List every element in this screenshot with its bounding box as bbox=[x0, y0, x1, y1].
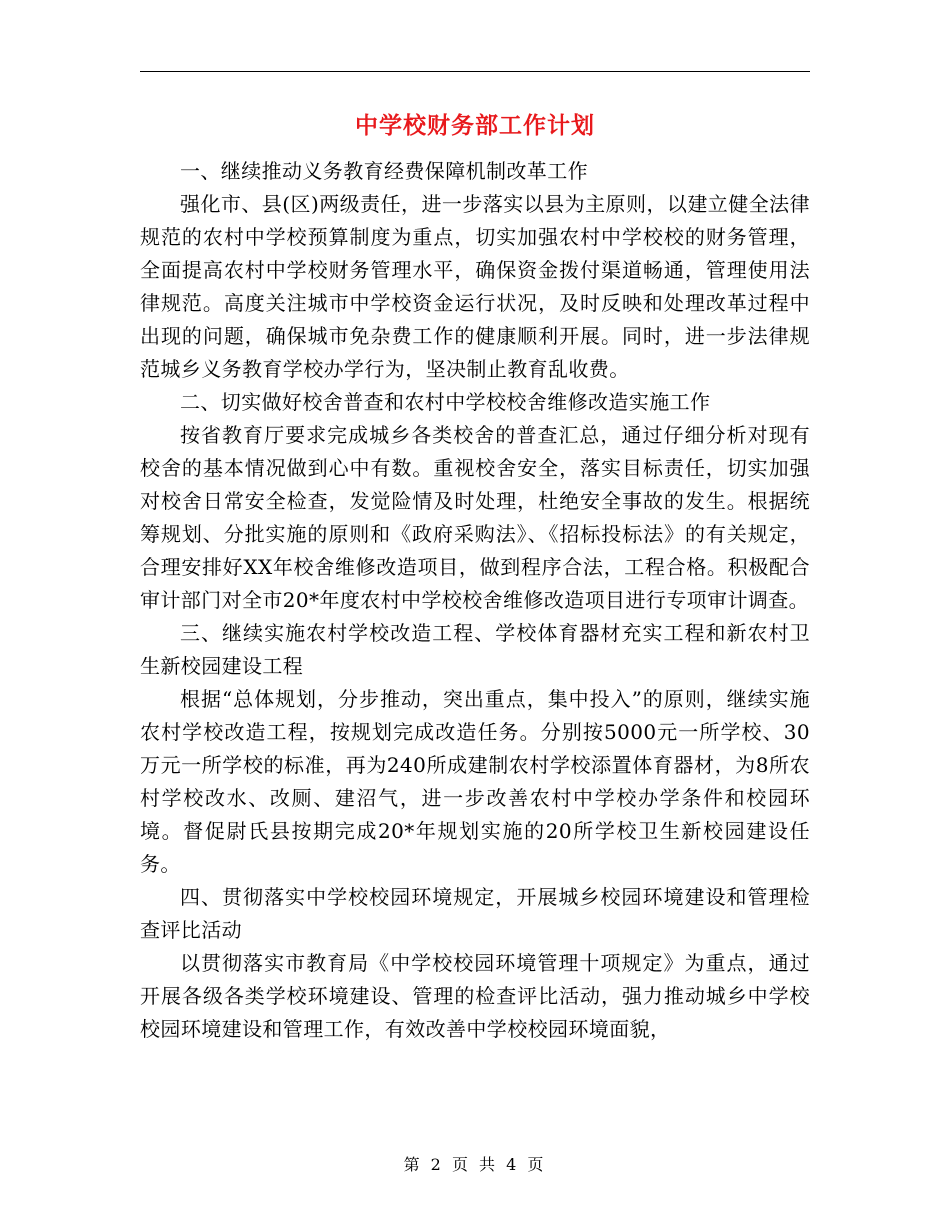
document-body bbox=[140, 155, 810, 1046]
body-paragraph-1: 强化市、县(区)两级责任，进一步落实以县为主原则，以建立健全法律规范的农村中学校预算制度为重点，切实加强农村中学校校的财务管理，全面提高农村中学校财务管理水平，确保资金拨付渠道畅通，管理使用法律规范。高度关注城市中学校资金运行状况，及时反映和处理改革过程中出现的问题，确保城市免杂费工作的健康顺利开展。同时，进一步法律规范城乡义务教育学校办学行为，坚决制止教育乱收费。 bbox=[140, 192, 810, 381]
section-heading-4: 四、贯彻落实中学校校园环境规定，开展城乡校园环境建设和管理检查评比活动 bbox=[140, 885, 810, 942]
body-paragraph-4: 以贯彻落实市教育局《中学校校园环境管理十项规定》为重点，通过开展各级各类学校环境建设、管理的检查评比活动，强力推动城乡中学校校园环境建设和管理工作，有效改善中学校校园环境面貌， bbox=[140, 951, 810, 1041]
body-paragraph-3: 根据“总体规划，分步推动，突出重点，集中投入”的原则，继续实施农村学校改造工程，按规划完成改造任务。分别按5000元一所学校、30万元一所学校的标准，再为240所成建制农村学校添置体育器材，为8所农村学校改水、改厕、建沼气，进一步改善农村中学校办学条件和校园环境。督促尉氏县按期完成20*年规划实施的20所学校卫生新校园建设任务。 bbox=[140, 687, 810, 876]
page-footer: 第 2 页 共 4 页 bbox=[403, 1155, 547, 1174]
header-rule bbox=[140, 71, 810, 72]
section-heading-1: 一、继续推动义务教育经费保障机制改革工作 bbox=[180, 159, 588, 183]
body-paragraph-2: 按省教育厅要求完成城乡各类校舍的普查汇总，通过仔细分析对现有校舍的基本情况做到心中有数。重视校舍安全，落实目标责任，切实加强对校舍日常安全检查，发觉险情及时处理，杜绝安全事故的发生。根据统筹规划、分批实施的原则和《政府采购法》、《招标投标法》的有关规定，合理安排好XX年校舍维修改造项目，做到程序合法，工程合格。积极配合审计部门对全市20*年度农村中学校校舍维修改造项目进行专项审计调查。 bbox=[140, 423, 810, 612]
section-heading-2: 二、切实做好校舍普查和农村中学校校舍维修改造实施工作 bbox=[180, 390, 711, 414]
section-heading-3: 三、继续实施农村学校改造工程、学校体育器材充实工程和新农村卫生新校园建设工程 bbox=[140, 621, 810, 678]
document-title: 中学校财务部工作计划 bbox=[355, 112, 595, 139]
